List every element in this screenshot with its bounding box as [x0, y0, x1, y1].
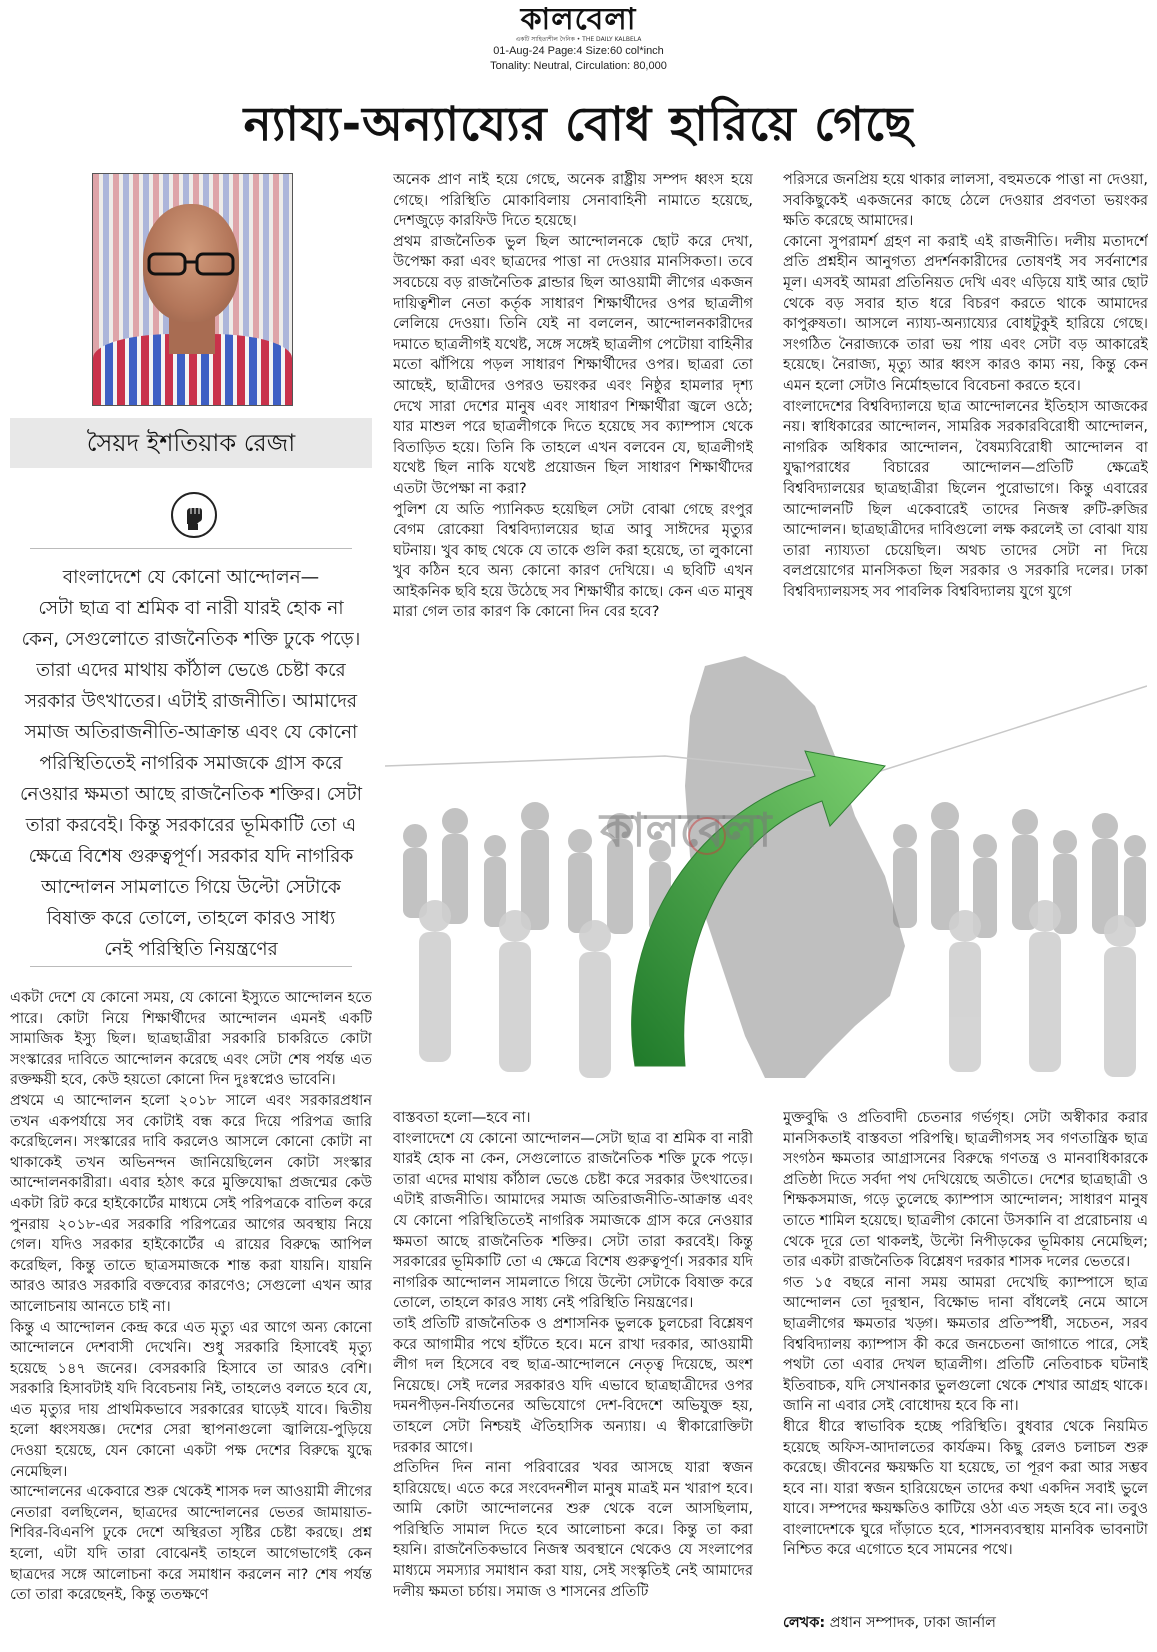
paragraph: গত ১৫ বছরে নানা সময় আমরা দেখেছি ক্যাম্পাসে ছাত্র আন্দোলন তো দূরস্থান, বিক্ষোভ দানা বাঁধলেই নেমে আসে ছাত্রলীগের ক্ষমতার খড়্গ। ক্ষমতার প্রতিস্পর্ধী, সচেতন, সরব বিশ্ববিদ্যালয় ক্যাম্পাস কী করে জনচেতনা জাগাতে পারে, সেই পথটা তো এবার দেখল ছাত্রলীগ। প্রতিটি নেতিবাচক ঘটনাই ইতিবাচক, যদি সেখানকার ভুলগুলো থেকে শেখার আগ্রহ থাকে। জানি না এবার সেই বোধোদয় হবে কি না। [783, 1274, 1148, 1415]
paragraph: বাস্তবতা হলো—হবে না। [393, 1110, 531, 1126]
pull-quote-line: ক্ষেত্রে বিশেষ গুরুত্বপূর্ণ। সরকার যদি নাগরিক [28, 846, 354, 867]
pull-quote-line: সমাজ অতিরাজনীতি-আক্রান্ত এবং যে কোনো [24, 722, 358, 743]
paragraph: তাই প্রতিটি রাজনৈতিক ও প্রশাসনিক ভুলকে চুলচেরা বিশ্লেষণ করে আগামীর পথে হাঁটতে হবে। মনে রাখা দরকার, আওয়ামী লীগ দল হিসেবে বহু ছাত্র-আন্দোলনে নেতৃত্ব দিয়েছে, অংশ নিয়েছে। সেই দলের সরকারও যদি এভাবে ছাত্রছাত্রীদের ওপর দমনপীড়ন-নির্যাতনের অভিযোগে দেশ-বিদেশে অভিযুক্ত হয়, তাহলে সেটা নিশ্চয়ই ঐতিহাসিক অন্যায়। এ স্বীকারোক্তিটা দরকার আগে। [393, 1315, 753, 1456]
author-note [783, 1612, 1148, 1636]
paragraph: ধীরে ধীরে স্বাভাবিক হচ্ছে পরিস্থিতি। বুধবার থেকে নিয়মিত হয়েছে অফিস-আদালতের কার্যক্রম। কিছু রেলও চলাচল শুরু করেছে। জীবনের ক্ষয়ক্ষতি যা হয়েছে, তা পূরণ করা আর সম্ভব হবে না। যারা স্বজন হারিয়েছেন তাদের কথা একদিন সবাই ভুলে যাবে। সম্পদের ক্ষয়ক্ষতিও কাটিয়ে ওঠা এত সহজ হবে না। তবুও বাংলাদেশকে ঘুরে দাঁড়াতে হবে, শাসনব্যবস্থায় মানবিক ভাবনাটা নিশ্চিত করে এগোতে হবে সামনের পথে। [783, 1418, 1148, 1559]
pull-quote-line: বিষাক্ত করে তোলে, তাহলে কারও সাধ্য [46, 908, 336, 929]
pull-quote-rule-top [30, 548, 352, 549]
paragraph: পুলিশ যে অতি প্যানিকড হয়েছিল সেটা বোঝা গেছে রংপুর বেগম রোকেয়া বিশ্ববিদ্যালয়ের ছাত্র আবু সাঈদের মৃত্যুর ঘটনায়। খুব কাছ থেকে যে তাকে গুলি করা হয়েছে, তা লুকানো খুব কঠিন হবে অন্য কোনো কারণ দেখিয়ে। এ ছবিটি এখন আইকনিক ছবি হয়ে উঠেছে সব শিক্ষার্থীর কাছে। কেন এত মানুষ মারা গেল তার কারণ কি কোনো দিন বের হবে? [393, 501, 753, 621]
pull-quote-line: নেই পরিস্থিতি নিয়ন্ত্রণের [104, 939, 278, 960]
article-headline: ন্যায্য-অন্যায্যের বোধ হারিয়ে গেছে [243, 97, 914, 152]
author-photo [92, 173, 293, 406]
article-column-middle-bottom [393, 1108, 753, 1648]
article-column-left-bottom [10, 988, 372, 1648]
photo-glasses [145, 250, 237, 278]
article-column-right-top [783, 170, 1148, 640]
article-illustration [385, 646, 1147, 1078]
author-byline: সৈয়দ ইশতিয়াক রেজা [86, 429, 296, 457]
paragraph: মুক্তবুদ্ধি ও প্রতিবাদী চেতনার গর্ভগৃহ। সেটা অস্বীকার করার মানসিকতাই বাস্তবতা পরিপন্থি। ছাত্রলীগসহ সব গণতান্ত্রিক ছাত্র সংগঠন ক্ষমতার আগ্রাসনের বিরুদ্ধে গণতন্ত্র ও মানবাধিকারকে প্রতিষ্ঠা দিতে সর্বদা পথ দেখিয়েছে অতীতে। দেশের ছাত্রছাত্রী ও শিক্ষকসমাজ, গড়ে তুলেছে ক্যাম্পাস আন্দোলন; সাধারণ মানুষ তাতে শামিল হয়েছে। ছাত্রলীগ কোনো উসকানি বা প্ররোচনায় এ থেকে দূরে তো থাকলই, উল্টো নিপীড়কের ভূমিকায় নেমেছিল; তার একটা রাজনৈতিক বিশ্লেষণ দরকার শাসক দলের ভেতরে। [783, 1110, 1148, 1271]
pull-quote-line: কেন, সেগুলোতে রাজনৈতিক শক্তি ঢুকে পড়ে। [21, 629, 361, 650]
paragraph: একটা দেশে যে কোনো সময়, যে কোনো ইস্যুতে আন্দোলন হতে পারে। কোটা নিয়ে শিক্ষার্থীদের আন্দোলন এমনই একটি সামাজিক ইস্যু ছিল। ছাত্রছাত্রীরা সরকারি চাকরিতে কোটা সংস্কারের দাবিতে আন্দোলন করেছে এবং সেটা শেষ পর্যন্ত এত রক্তক্ষয়ী হবে, কেউ হয়তো কোনো দিন দুঃস্বপ্নেও ভাবেনি। [10, 990, 372, 1089]
raised-fist-icon [171, 492, 217, 538]
crowd-arrow-illustration [385, 646, 1147, 1078]
author-note-text: প্রধান সম্পাদক, ঢাকা জার্নাল [829, 1615, 996, 1631]
article-column-middle-top [393, 170, 753, 640]
paragraph: অনেক প্রাণ নাই হয়ে গেছে, অনেক রাষ্ট্রীয় সম্পদ ধ্বংস হয়ে গেছে। পরিস্থিতি মোকাবিলায় সেনাবাহিনী নামাতে হয়েছে, দেশজুড়ে কারফিউ দিতে হয়েছে। [393, 172, 753, 230]
pull-quote-line: সেটা ছাত্র বা শ্রমিক বা নারী যারই হোক না [38, 598, 344, 619]
author-note-label: লেখক: [783, 1615, 826, 1631]
newspaper-tagline: একটি সাহিত্যশীল দৈনিক • THE DAILY KALBELA [515, 36, 642, 43]
paragraph: প্রথমে এ আন্দোলন হলো ২০১৮ সালে এবং সরকারপ্রধান তখন একপর্যায়ে সব কোটাই বন্ধ করে দিয়ে পরিপত্র জারি করেছিলেন। সংস্কারের দাবি করলেও আসলে কোনো কোটা না থাকাকেই তখন অভিনন্দন জানিয়েছিলেন কোটা সংস্কার আন্দোলনকারীরা। এবার হঠাৎ করে মুক্তিযোদ্ধা প্রজন্মের কেউ একটা রিট করে হাইকোর্টের মাধ্যমে সেই পরিপত্রকে বাতিল করে পুনরায় ২০১৮-এর সরকারি পরিপত্রের আগের অবস্থায় নিয়ে গেল। যদিও সরকার হাইকোর্টের এ রায়ের বিরুদ্ধে আপিল করেছিল, কিন্তু তাতে ছাত্রসমাজকে শান্ত করা যায়নি। যায়নি আরও আরও সরকারি বক্তব্যের কারণেও; সেগুলো এখন আর আলোচনায় আনতে চাই না। [10, 1092, 372, 1315]
masthead [0, 4, 1157, 74]
pull-quote-line: তারা করবেই। কিন্তু সরকারের ভূমিকাটি তো এ [25, 815, 357, 836]
paragraph: প্রথম রাজনৈতিক ভুল ছিল আন্দোলনকে ছোট করে দেখা, উপেক্ষা করা এবং ছাত্রদের পাত্তা না দেওয়ার মানসিকতা। তবে সবচেয়ে বড় রাজনৈতিক ব্লান্ডার ছিল আওয়ামী লীগের একজন দায়িত্বশীল নেতা কর্তৃক সাধারণ শিক্ষার্থীদের ওপর ছাত্রলীগ লেলিয়ে দেওয়া। তিনি যেই না বললেন, আন্দোলনকারীদের দমাতে ছাত্রলীগই যথেষ্ট, সঙ্গে সঙ্গেই ছাত্রলীগ পেটোয়া বাহিনীর মতো ঝাঁপিয়ে পড়ল সাধারণ শিক্ষার্থীদের ওপর। ছাত্ররা তো আছেই, ছাত্রীদের ওপরও ভয়ংকর এবং নিষ্ঠুর হামলার দৃশ্য দেখে সারা দেশের মানুষ এবং সাধারণ শিক্ষার্থীরা জ্বলে ওঠে; যার মাশুল পরে ছাত্রলীগকে দিতে হয়েছে সব ক্যাম্পাস থেকে বিতাড়িত হয়ে। তিনি কি তাহলে এখন বলবেন যে, ছাত্রলীগই যথেষ্ট ছিল নাকি যথেষ্ট প্রয়োজন ছিল সাধারণ শিক্ষার্থীদের এতটা উপেক্ষা না করা? [393, 233, 753, 497]
paragraph: আন্দোলনের একেবারে শুরু থেকেই শাসক দল আওয়ামী লীগের নেতারা বলছিলেন, ছাত্রদের আন্দোলনের ভেতর জামায়াত-শিবির-বিএনপি ঢুকে দেশে অস্থিরতা সৃষ্টির চেষ্টা করছে। প্রশ্ন হলো, এটা যদি তারা বোঝেনই তাহলে আগেভাগেই কেন ছাত্রদের সঙ্গে আলোচনা করে সমাধান করলেন না? শেষ পর্যন্ত তো তারা করেছেনই, কিন্তু ততক্ষণে [10, 1484, 372, 1604]
pull-quote-line: নেওয়ার ক্ষমতা আছে রাজনৈতিক শক্তির। সেটা [20, 784, 362, 805]
clipping-meta-line1: 01-Aug-24 Page:4 Size:60 col*inch [493, 45, 664, 57]
illustration-watermark: কালবেলা [600, 803, 772, 857]
pull-quote-line: বাংলাদেশে যে কোনো আন্দোলন— [62, 567, 320, 588]
pull-quote-line: সরকার উৎখাতের। এটাই রাজনীতি। আমাদের [24, 691, 358, 712]
paragraph: বাংলাদেশের বিশ্ববিদ্যালয়ে ছাত্র আন্দোলনের ইতিহাস আজকের নয়। স্বাধিকারের আন্দোলন, সামরিক সরকারবিরোধী আন্দোলন, নাগরিক অধিকার আন্দোলন, বৈষম্যবিরোধী আন্দোলন বা যুদ্ধাপরাধের বিচারের আন্দোলন—প্রতিটি ক্ষেত্রেই বিশ্ববিদ্যালয়ের ছাত্রছাত্রীরা ছিলেন পুরোভাগে। কিন্তু এবারের আন্দোলনটি ছিল একেবারেই তাদের নিজস্ব রুটি-রুজির আন্দোলন। ছাত্রছাত্রীদের দাবিগুলো লক্ষ করলেই তা বোঝা যায় তারা ন্যায্যতা চেয়েছিল। অথচ তাদের সেটা না দিয়ে বলপ্রয়োগের মানসিকতা ছিল সরকার ও সরকারি দলের। ঢাকা বিশ্ববিদ্যালয়সহ সব পাবলিক বিশ্ববিদ্যালয় যুগে যুগে [783, 398, 1148, 600]
pull-quote [10, 562, 372, 965]
article-column-right-bottom [783, 1108, 1148, 1598]
pull-quote-rule-bottom [30, 966, 352, 967]
pull-quote-line: তারা এদের মাথায় কাঁঠাল ভেঙে চেষ্টা করে [36, 660, 346, 681]
newspaper-logo: কালবেলা [520, 2, 637, 37]
paragraph: কোনো সুপরামর্শ গ্রহণ না করাই এই রাজনীতি। দলীয় মতাদর্শে প্রতি প্রশ্নহীন আনুগত্য প্রদর্শনকারীদের তোষণই সব সর্বনাশের মূল। এসবই আমরা প্রতিনিয়ত দেখি এবং এড়িয়ে যাই আর ছোট থেকে বড় সবার হাত ধরে বিচরণ করতে থাকে আমাদের কাপুরুষতা। আসলে ন্যায্য-অন্যায্যের বোধটুকুই হারিয়ে গেছে। সংগঠিত নৈরাজ্যকে তারা ভয় পায় এবং সেটা বড় আকারেই হয়েছে। নৈরাজ্য, মৃত্যু আর ধ্বংস কারও কাম্য নয়, কিন্তু কেন এমন হলো সেটাও নির্মোহভাবে বিবেচনা করতে হবে। [783, 233, 1148, 394]
paragraph: কিন্তু এ আন্দোলন কেন্দ্র করে এত মৃত্যু এর আগে অন্য কোনো আন্দোলনে দেশবাসী দেখেনি। শুধু সরকারি হিসাবেই মৃত্যু হয়েছে ১৪৭ জনের। বেসরকারি হিসাবে তা আরও বেশি। সরকারি হিসাবটাই যদি বিবেচনায় নিই, তাহলেও বলতে হবে যে, এত মৃত্যুর দায় প্রাথমিকভাবে সরকারের ঘাড়েই যাবে। দ্বিতীয় হলো ধ্বংসযজ্ঞ। দেশের সেরা স্থাপনাগুলো জ্বালিয়ে-পুড়িয়ে দেওয়া হয়েছে, যেন কোনো একটা পক্ষ দেশের বিরুদ্ধে যুদ্ধে নেমেছিল। [10, 1319, 372, 1480]
paragraph: বাংলাদেশে যে কোনো আন্দোলন—সেটা ছাত্র বা শ্রমিক বা নারী যারই হোক না কেন, সেগুলোতে রাজনৈতিক শক্তি ঢুকে পড়ে। তারা এদের মাথায় কাঁঠাল ভেঙে চেষ্টা করে সরকার উৎখাতের। এটাই রাজনীতি। আমাদের সমাজ অতিরাজনীতি-আক্রান্ত এবং যে কোনো পরিস্থিতিতেই নাগরিক সমাজকে গ্রাস করে নেওয়ার ক্ষমতা আছে রাজনৈতিক শক্তির। সেটা তারা করবেই। কিন্তু সরকারের ভূমিকাটি তো এ ক্ষেত্রে বিশেষ গুরুত্বপূর্ণ। সরকার যদি নাগরিক আন্দোলন সামলাতে গিয়ে উল্টো সেটাকে বিষাক্ত করে তোলে, তাহলে কারও সাধ্য নেই পরিস্থিতি নিয়ন্ত্রণের। [393, 1130, 753, 1312]
clipping-meta-line2: Tonality: Neutral, Circulation: 80,000 [490, 60, 667, 72]
pull-quote-line: আন্দোলন সামলাতে গিয়ে উল্টো সেটাকে [41, 877, 341, 898]
paragraph: পরিসরে জনপ্রিয় হয়ে থাকার লালসা, বহুমতকে পাত্তা না দেওয়া, সবকিছুকেই একজনের কাছে ঠেলে দেওয়ার প্রবণতা ভয়ংকর ক্ষতি করেছে আমাদের। [783, 172, 1148, 230]
paragraph: প্রতিদিন দিন নানা পরিবারের খবর আসছে যারা স্বজন হারিয়েছে। এতে করে সংবেদনশীল মানুষ মাত্রই মন খারাপ হবে। আমি কোটা আন্দোলনের শুরু থেকে বলে আসছিলাম, পরিস্থিতি সামাল দিতে হবে আলোচনা করে। কিন্তু তা করা হয়নি। রাজনৈতিকভাবে নিজস্ব অবস্থানে থেকেও যে সংলাপের মাধ্যমে সমস্যার সমাধান করা যায়, সেই সংস্কৃতিই নেই আমাদের দলীয় ক্ষমতা চর্চায়। সমাজ ও শাসনের প্রতিটি [393, 1460, 753, 1600]
pull-quote-line: পরিস্থিতিতেই নাগরিক সমাজকে গ্রাস করে [39, 753, 343, 774]
